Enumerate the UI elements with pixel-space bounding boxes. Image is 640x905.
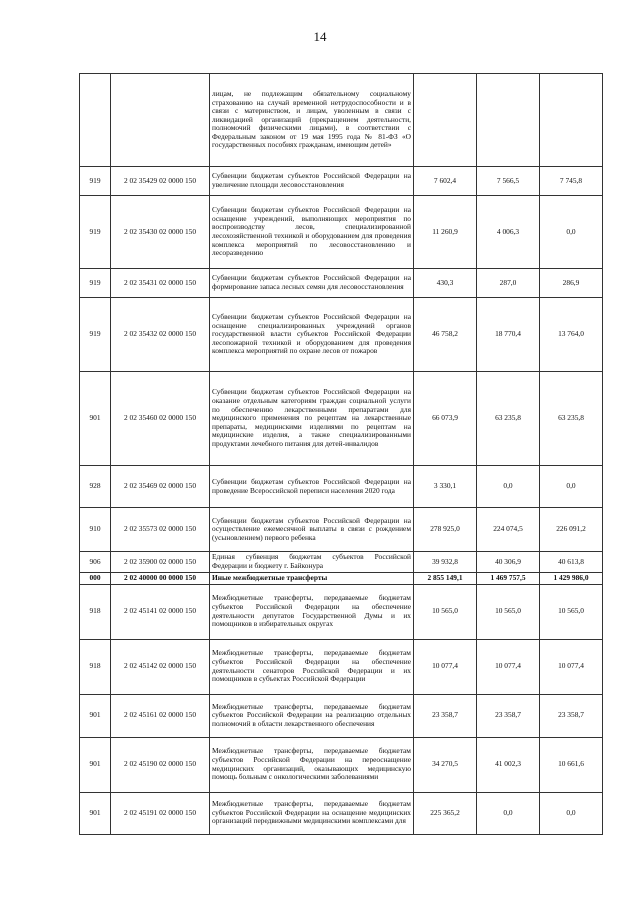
amount-year1-cell: 2 855 149,1	[414, 573, 477, 585]
classification-code-cell: 2 02 35431 02 0000 150	[111, 269, 210, 298]
table-row	[80, 466, 603, 508]
table-row	[80, 639, 603, 694]
amount-year1-cell: 11 260,9	[414, 196, 477, 269]
amount-year2-cell: 4 006,3	[477, 196, 540, 269]
amount-year2-cell: 0,0	[477, 792, 540, 834]
description-cell: Межбюджетные трансферты, передаваемые бюджетам субъектов Российской Федерации на обеспечение деятельности сенаторов Российской Федерации и их помощников в субъектах Российской Федерации	[210, 639, 414, 694]
amount-year3-cell: 0,0	[540, 792, 603, 834]
amount-year2-cell: 40 306,9	[477, 552, 540, 573]
classification-code-cell: 2 02 45142 02 0000 150	[111, 639, 210, 694]
description-cell: Субвенции бюджетам субъектов Российской Федерации на осуществление ежемесячной выплаты в связи с рождением (усыновлением) первого ребенка	[210, 508, 414, 552]
admin-code-cell: 919	[80, 196, 111, 269]
table-row	[80, 508, 603, 552]
table-row	[80, 694, 603, 737]
amount-year3-cell: 23 358,7	[540, 694, 603, 737]
classification-code-cell: 2 02 35460 02 0000 150	[111, 372, 210, 466]
classification-code-cell: 2 02 45190 02 0000 150	[111, 737, 210, 792]
table-row	[80, 74, 603, 167]
classification-code-cell: 2 02 40000 00 0000 150	[111, 573, 210, 585]
amount-year1-cell: 66 073,9	[414, 372, 477, 466]
amount-year1-cell: 46 758,2	[414, 298, 477, 372]
amount-year2-cell: 23 358,7	[477, 694, 540, 737]
classification-code-cell: 2 02 35573 02 0000 150	[111, 508, 210, 552]
amount-year1-cell: 278 925,0	[414, 508, 477, 552]
table-row	[80, 167, 603, 196]
description-cell: Субвенции бюджетам субъектов Российской Федерации на оснащение учреждений, выполняющих мероприятия по воспроизводству лесов, специализированной лесохозяйственной техникой и оборудованием для проведения комплекса мероприятий по лесовосстановлению и лесоразведению	[210, 196, 414, 269]
description-cell: Иные межбюджетные трансферты	[210, 573, 414, 585]
amount-year1-cell: 7 602,4	[414, 167, 477, 196]
description-cell: Межбюджетные трансферты, передаваемые бюджетам субъектов Российской Федерации на обеспечение деятельности депутатов Государственной Думы и их помощников в избирательных округах	[210, 584, 414, 639]
table-row	[80, 269, 603, 298]
amount-year3-cell: 0,0	[540, 196, 603, 269]
admin-code-cell: 000	[80, 573, 111, 585]
amount-year3-cell: 63 235,8	[540, 372, 603, 466]
amount-year2-cell: 63 235,8	[477, 372, 540, 466]
table-row	[80, 298, 603, 372]
amount-year3-cell: 1 429 986,0	[540, 573, 603, 585]
admin-code-cell: 910	[80, 508, 111, 552]
amount-year1-cell: 430,3	[414, 269, 477, 298]
table-row	[80, 196, 603, 269]
classification-code-cell: 2 02 35469 02 0000 150	[111, 466, 210, 508]
budget-table	[79, 73, 603, 835]
amount-year1-cell: 23 358,7	[414, 694, 477, 737]
classification-code-cell: 2 02 45191 02 0000 150	[111, 792, 210, 834]
amount-year1-cell: 225 365,2	[414, 792, 477, 834]
amount-year1-cell	[414, 74, 477, 167]
amount-year3-cell: 0,0	[540, 466, 603, 508]
amount-year1-cell: 10 565,0	[414, 584, 477, 639]
admin-code-cell: 906	[80, 552, 111, 573]
description-cell: Субвенции бюджетам субъектов Российской Федерации на оснащение специализированных учреждений органов государственной власти субъектов Российской Федерации лесопожарной техникой и оборудованием для проведения комплекса мероприятий по охране лесов от пожаров	[210, 298, 414, 372]
admin-code-cell: 901	[80, 737, 111, 792]
amount-year2-cell: 41 002,3	[477, 737, 540, 792]
table-row	[80, 737, 603, 792]
classification-code-cell: 2 02 35900 02 0000 150	[111, 552, 210, 573]
description-cell: Межбюджетные трансферты, передаваемые бюджетам субъектов Российской Федерации на оснащение медицинских организаций передвижными медицинскими комплексами для	[210, 792, 414, 834]
amount-year1-cell: 10 077,4	[414, 639, 477, 694]
table-row	[80, 792, 603, 834]
table-row	[80, 573, 603, 585]
table-row	[80, 584, 603, 639]
amount-year3-cell: 10 077,4	[540, 639, 603, 694]
amount-year1-cell: 39 932,8	[414, 552, 477, 573]
classification-code-cell: 2 02 35432 02 0000 150	[111, 298, 210, 372]
amount-year2-cell: 224 074,5	[477, 508, 540, 552]
amount-year3-cell	[540, 74, 603, 167]
description-cell: Субвенции бюджетам субъектов Российской Федерации на увеличение площади лесовосстановления	[210, 167, 414, 196]
amount-year2-cell: 10 565,0	[477, 584, 540, 639]
description-cell: Единая субвенция бюджетам субъектов Российской Федерации и бюджету г. Байконура	[210, 552, 414, 573]
admin-code-cell: 919	[80, 269, 111, 298]
amount-year3-cell: 286,9	[540, 269, 603, 298]
classification-code-cell: 2 02 35430 02 0000 150	[111, 196, 210, 269]
classification-code-cell: 2 02 35429 02 0000 150	[111, 167, 210, 196]
description-cell: Межбюджетные трансферты, передаваемые бюджетам субъектов Российской Федерации на реализацию отдельных полномочий в области лекарственного обеспечения	[210, 694, 414, 737]
table-row	[80, 552, 603, 573]
admin-code-cell: 928	[80, 466, 111, 508]
description-cell: Субвенции бюджетам субъектов Российской Федерации на формирование запаса лесных семян для лесовосстановления	[210, 269, 414, 298]
amount-year3-cell: 40 613,8	[540, 552, 603, 573]
amount-year3-cell: 10 565,0	[540, 584, 603, 639]
admin-code-cell: 901	[80, 372, 111, 466]
amount-year3-cell: 10 661,6	[540, 737, 603, 792]
description-cell: Межбюджетные трансферты, передаваемые бюджетам субъектов Российской Федерации на переоснащение медицинских организаций, оказывающих медицинскую помощь больным с онкологическими заболеваниями	[210, 737, 414, 792]
amount-year2-cell: 1 469 757,5	[477, 573, 540, 585]
amount-year2-cell: 0,0	[477, 466, 540, 508]
table-row	[80, 372, 603, 466]
admin-code-cell: 918	[80, 639, 111, 694]
amount-year2-cell: 7 566,5	[477, 167, 540, 196]
amount-year3-cell: 7 745,8	[540, 167, 603, 196]
admin-code-cell: 918	[80, 584, 111, 639]
amount-year1-cell: 34 270,5	[414, 737, 477, 792]
admin-code-cell: 901	[80, 792, 111, 834]
amount-year1-cell: 3 330,1	[414, 466, 477, 508]
amount-year2-cell: 287,0	[477, 269, 540, 298]
description-cell: лицам, не подлежащим обязательному социальному страхованию на случай временной нетрудоспособности и в связи с материнством, и лицам, уволенным в связи с ликвидацией организаций (прекращением деятельности, полномочий физическими лицами), в соответствии с Федеральным законом от 19 мая 1995 года № 81-ФЗ «О государственных пособиях гражданам, имеющим детей»	[210, 74, 414, 167]
admin-code-cell	[80, 74, 111, 167]
amount-year3-cell: 226 091,2	[540, 508, 603, 552]
admin-code-cell: 901	[80, 694, 111, 737]
classification-code-cell: 2 02 45141 02 0000 150	[111, 584, 210, 639]
amount-year2-cell	[477, 74, 540, 167]
description-cell: Субвенции бюджетам субъектов Российской Федерации на оказание отдельным категориям граждан социальной услуги по обеспечению лекарственными препаратами для медицинского применения по рецептам на лекарственные препараты, медицинскими изделиями по рецептам на медицинские изделия, а также специализированными продуктами лечебного питания для детей-инвалидов	[210, 372, 414, 466]
page-number: 14	[313, 29, 327, 44]
amount-year2-cell: 10 077,4	[477, 639, 540, 694]
admin-code-cell: 919	[80, 298, 111, 372]
description-cell: Субвенции бюджетам субъектов Российской Федерации на проведение Всероссийской переписи населения 2020 года	[210, 466, 414, 508]
classification-code-cell: 2 02 45161 02 0000 150	[111, 694, 210, 737]
amount-year2-cell: 18 770,4	[477, 298, 540, 372]
admin-code-cell: 919	[80, 167, 111, 196]
classification-code-cell	[111, 74, 210, 167]
amount-year3-cell: 13 764,0	[540, 298, 603, 372]
